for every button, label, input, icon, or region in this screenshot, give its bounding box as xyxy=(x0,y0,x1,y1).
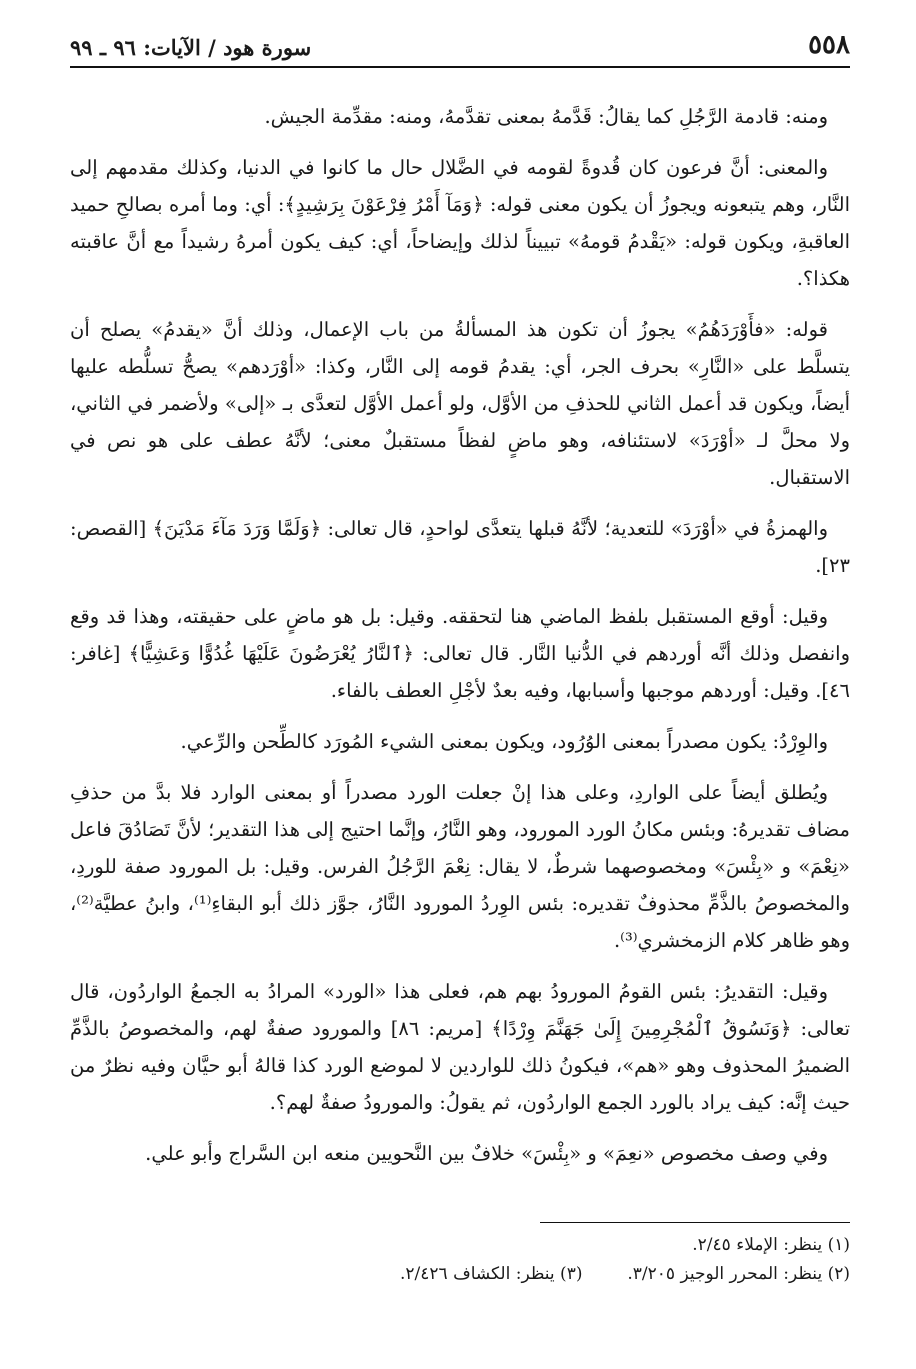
footnote-row xyxy=(70,1260,850,1289)
page-number: ٥٥٨ xyxy=(808,30,850,60)
main-text xyxy=(70,98,850,1172)
page-header xyxy=(70,26,850,68)
paragraph: وقيل: أوقع المستقبل بلفظ الماضي هنا لتحققه. وقيل: بل هو ماضٍ على حقيقته، وهذا قد وقع وانفصل وذلك أنَّه أوردهم في الدُّنيا النَّار. قال تعالى: ﴿ٱلنَّارُ يُعْرَضُونَ عَلَيْهَا غُدُوًّا وَعَشِيًّا﴾ [غافر: ٤٦]. وقيل: أوردهم موجبها وأسبابها، وفيه بعدٌ لأجْلِ العطف بالفاء. xyxy=(70,605,850,702)
footnote: (٢) ينظر: المحرر الوجيز ٣/٢٠٥. xyxy=(627,1264,850,1284)
footnotes xyxy=(70,1231,850,1289)
paragraph: والمعنى: أنَّ فرعون كان قُدوةً لقومه في الضَّلال حال ما كانوا في الدنيا، وكذلك مقدمهم إلى النَّار، وهم يتبعونه ويجوزُ أن يكون معنى قوله: ﴿وَمَآ أَمْرُ فِرْعَوْنَ بِرَشِيدٍ﴾: أي: وما أمره بصالحِ حميد العاقبةِ، ويكون قوله: «يَقْدمُ قومهُ» تبييناً لذلك وإيضاحاً، أي: كيف يكون أمرهُ رشيداً مع أنَّ عاقبته هكذا؟. xyxy=(70,156,850,290)
footnote: (١) ينظر: الإملاء ٢/٤٥. xyxy=(692,1235,850,1255)
running-title: سورة هود / الآيات: ٩٦ ـ ٩٩ xyxy=(70,35,312,60)
book-page xyxy=(70,26,850,1284)
footnote-divider xyxy=(540,1222,850,1223)
paragraph: ويُطلق أيضاً على الواردِ، وعلى هذا إنْ جعلت الورد مصدراً أو بمعنى الوارد فلا بدَّ من حذفِ مضاف تقديرهُ: وبئس مكانُ الورد المورود، وهو النَّارُ، وإنَّما احتيج إلى هذا التقدير؛ لأنَّ تَصَادُقَ فاعل «نِعْمَ» و «بِئْسَ» ومخصوصهما شرطٌ، لا يقال: نِعْمَ الرَّجُلُ الفرس. وقيل: بل المورود صفة للوردِ، والمخصوصُ بالذَّمِّ محذوفٌ تقديره: بئس الوِردُ المورود النَّارُ، جوَّز ذلك أبو البقاءِ⁽¹⁾، وابنُ عطيَّة⁽²⁾، وهو ظاهر كلام الزمخشري⁽³⁾. xyxy=(70,781,850,952)
paragraph: والهمزةُ في «أوْرَدَ» للتعدية؛ لأنَّهُ قبلها يتعدَّى لواحدٍ، قال تعالى: ﴿وَلَمَّا وَرَدَ مَآءَ مَدْيَنَ﴾ [القصص: ٢٣]. xyxy=(70,517,850,577)
paragraph: وقيل: التقديرُ: بئس القومُ المورودُ بهم هم، فعلى هذا «الورد» المرادُ به الجمعُ الواردُون، قال تعالى: ﴿وَنَسُوقُ ٱلْمُجْرِمِينَ إِلَىٰ جَهَنَّمَ وِرْدًا﴾ [مريم: ٨٦] والمورود صفةٌ لهم، والمخصوصُ بالذَّمِّ الضميرُ المحذوف وهو «هم»، فيكونُ ذلك للواردين لا لموضع الورد كذا قالهُ أبو حيَّان وفيه نظرٌ من حيث إنَّه: كيف يراد بالورد الجمع الواردُون، ثم يقولُ: والمورودُ صفةٌ لهم؟. xyxy=(70,980,850,1114)
paragraph: وفي وصف مخصوص «نعِمَ» و «بِئْسَ» خلافٌ بين النَّحويين منعه ابن السَّراج وأبو علي. xyxy=(145,1142,828,1165)
paragraph: ومنه: قادمة الرَّجُلِ كما يقالُ: قَدَّمهُ بمعنى تقدَّمهُ، ومنه: مقدِّمة الجيش. xyxy=(264,105,828,128)
paragraph: والوِرْدُ: يكون مصدراً بمعنى الوُرُود، ويكون بمعنى الشيء المُورَد كالطِّحن والرِّعي. xyxy=(180,730,828,753)
footnote-row xyxy=(70,1231,850,1260)
footnote: (٣) ينظر: الكشاف ٢/٤٢٦. xyxy=(400,1264,583,1284)
paragraph: قوله: «فأَوْرَدَهُمُ» يجوزُ أن تكون هذ المسألةُ من باب الإعمال، وذلك أنَّ «يقدمُ» يصلح أن يتسلَّط على «النَّارِ» بحرف الجر، أي: يقدمُ قومه إلى النَّار، وكذا: «أوْرَدهم» يصحُّ تسلُّطه عليها أيضاً، ويكون قد أعمل الثاني للحذفِ من الأوَّل، ولو أعمل الأوَّل لتعدَّى بـ «إلى» ولأضمر في الثاني، ولا محلَّ لـ «أوْرَدَ» لاستئنافه، وهو ماضٍ لفظاً مستقبلٌ معنى؛ لأنَّهُ عطف على هو نص في الاستقبال. xyxy=(70,318,850,489)
